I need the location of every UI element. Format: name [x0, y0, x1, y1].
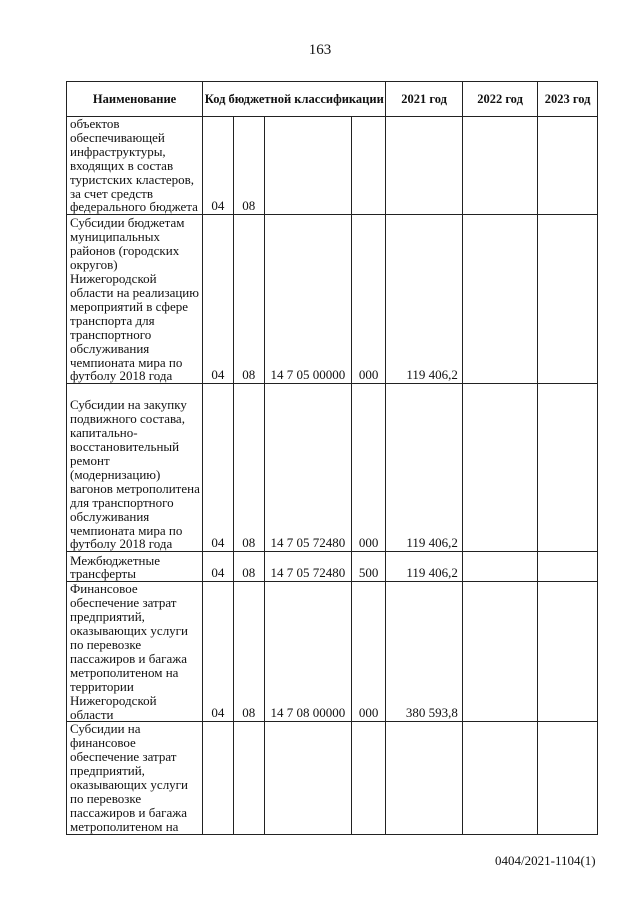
value-2021: 119 406,2 — [386, 215, 462, 384]
table-row — [67, 582, 598, 722]
code-type: 500 — [351, 552, 386, 582]
document-code: 0404/2021-1104(1) — [495, 853, 596, 868]
code-section: 04 — [203, 552, 233, 582]
table-row — [67, 117, 598, 215]
code-target: 14 7 05 00000 — [264, 215, 351, 384]
code-section: 04 — [203, 582, 233, 722]
code-section — [203, 722, 233, 834]
table-row — [67, 552, 598, 582]
code-type — [351, 117, 386, 215]
header-2021: 2021 год — [386, 82, 462, 117]
value-2021: 119 406,2 — [386, 384, 462, 552]
value-2021 — [386, 722, 462, 834]
code-type — [351, 722, 386, 834]
value-2022 — [462, 215, 537, 384]
header-code: Код бюджетной классификации — [203, 82, 386, 117]
value-2023 — [538, 384, 598, 552]
code-section: 04 — [203, 117, 233, 215]
code-target: 14 7 08 00000 — [264, 582, 351, 722]
code-target — [264, 117, 351, 215]
row-name: Субсидии бюджетам муниципальных районов (городских округов) Нижегородской области на реализацию мероприятий в сфере транспорта для транспортного обслуживания чемпионата мира по футболу 2018 года — [67, 215, 203, 384]
row-name: Субсидии на закупку подвижного состава, капитально-восстановительный ремонт (модернизацию) вагонов метрополитена для транспортного обслуживания чемпионата мира по футболу 2018 года — [67, 384, 203, 552]
row-name: объектов обеспечивающей инфраструктуры, входящих в состав туристских кластеров, за счет средств федерального бюджета — [67, 117, 203, 215]
code-type: 000 — [351, 215, 386, 384]
header-2023: 2023 год — [538, 82, 598, 117]
table-row — [67, 722, 598, 834]
table-row — [67, 384, 598, 552]
value-2023 — [538, 215, 598, 384]
row-name: Финансовое обеспечение затрат предприятий, оказывающих услуги по перевозке пассажиров и багажа метрополитеном на территории Нижегородской области — [67, 582, 203, 722]
value-2022 — [462, 582, 537, 722]
row-name: Межбюджетные трансферты — [67, 552, 203, 582]
table-row — [67, 215, 598, 384]
value-2022 — [462, 552, 537, 582]
code-section: 04 — [203, 215, 233, 384]
value-2023 — [538, 582, 598, 722]
code-subsection — [233, 722, 264, 834]
value-2023 — [538, 552, 598, 582]
code-target: 14 7 05 72480 — [264, 552, 351, 582]
page-number: 163 — [308, 42, 332, 58]
code-subsection: 08 — [233, 215, 264, 384]
code-subsection: 08 — [233, 552, 264, 582]
code-target — [264, 722, 351, 834]
code-subsection: 08 — [233, 582, 264, 722]
value-2021: 380 593,8 — [386, 582, 462, 722]
value-2022 — [462, 384, 537, 552]
code-target: 14 7 05 72480 — [264, 384, 351, 552]
code-subsection: 08 — [233, 117, 264, 215]
value-2022 — [462, 117, 537, 215]
value-2021 — [386, 117, 462, 215]
code-type: 000 — [351, 582, 386, 722]
code-section: 04 — [203, 384, 233, 552]
value-2022 — [462, 722, 537, 834]
code-subsection: 08 — [233, 384, 264, 552]
value-2023 — [538, 117, 598, 215]
value-2023 — [538, 722, 598, 834]
value-2021: 119 406,2 — [386, 552, 462, 582]
header-name: Наименование — [67, 82, 203, 117]
budget-table — [66, 81, 598, 835]
code-type: 000 — [351, 384, 386, 552]
row-name: Субсидии на финансовое обеспечение затрат предприятий, оказывающих услуги по перевозке пассажиров и багажа метрополитеном на — [67, 722, 203, 834]
header-row — [67, 82, 598, 117]
header-2022: 2022 год — [462, 82, 537, 117]
